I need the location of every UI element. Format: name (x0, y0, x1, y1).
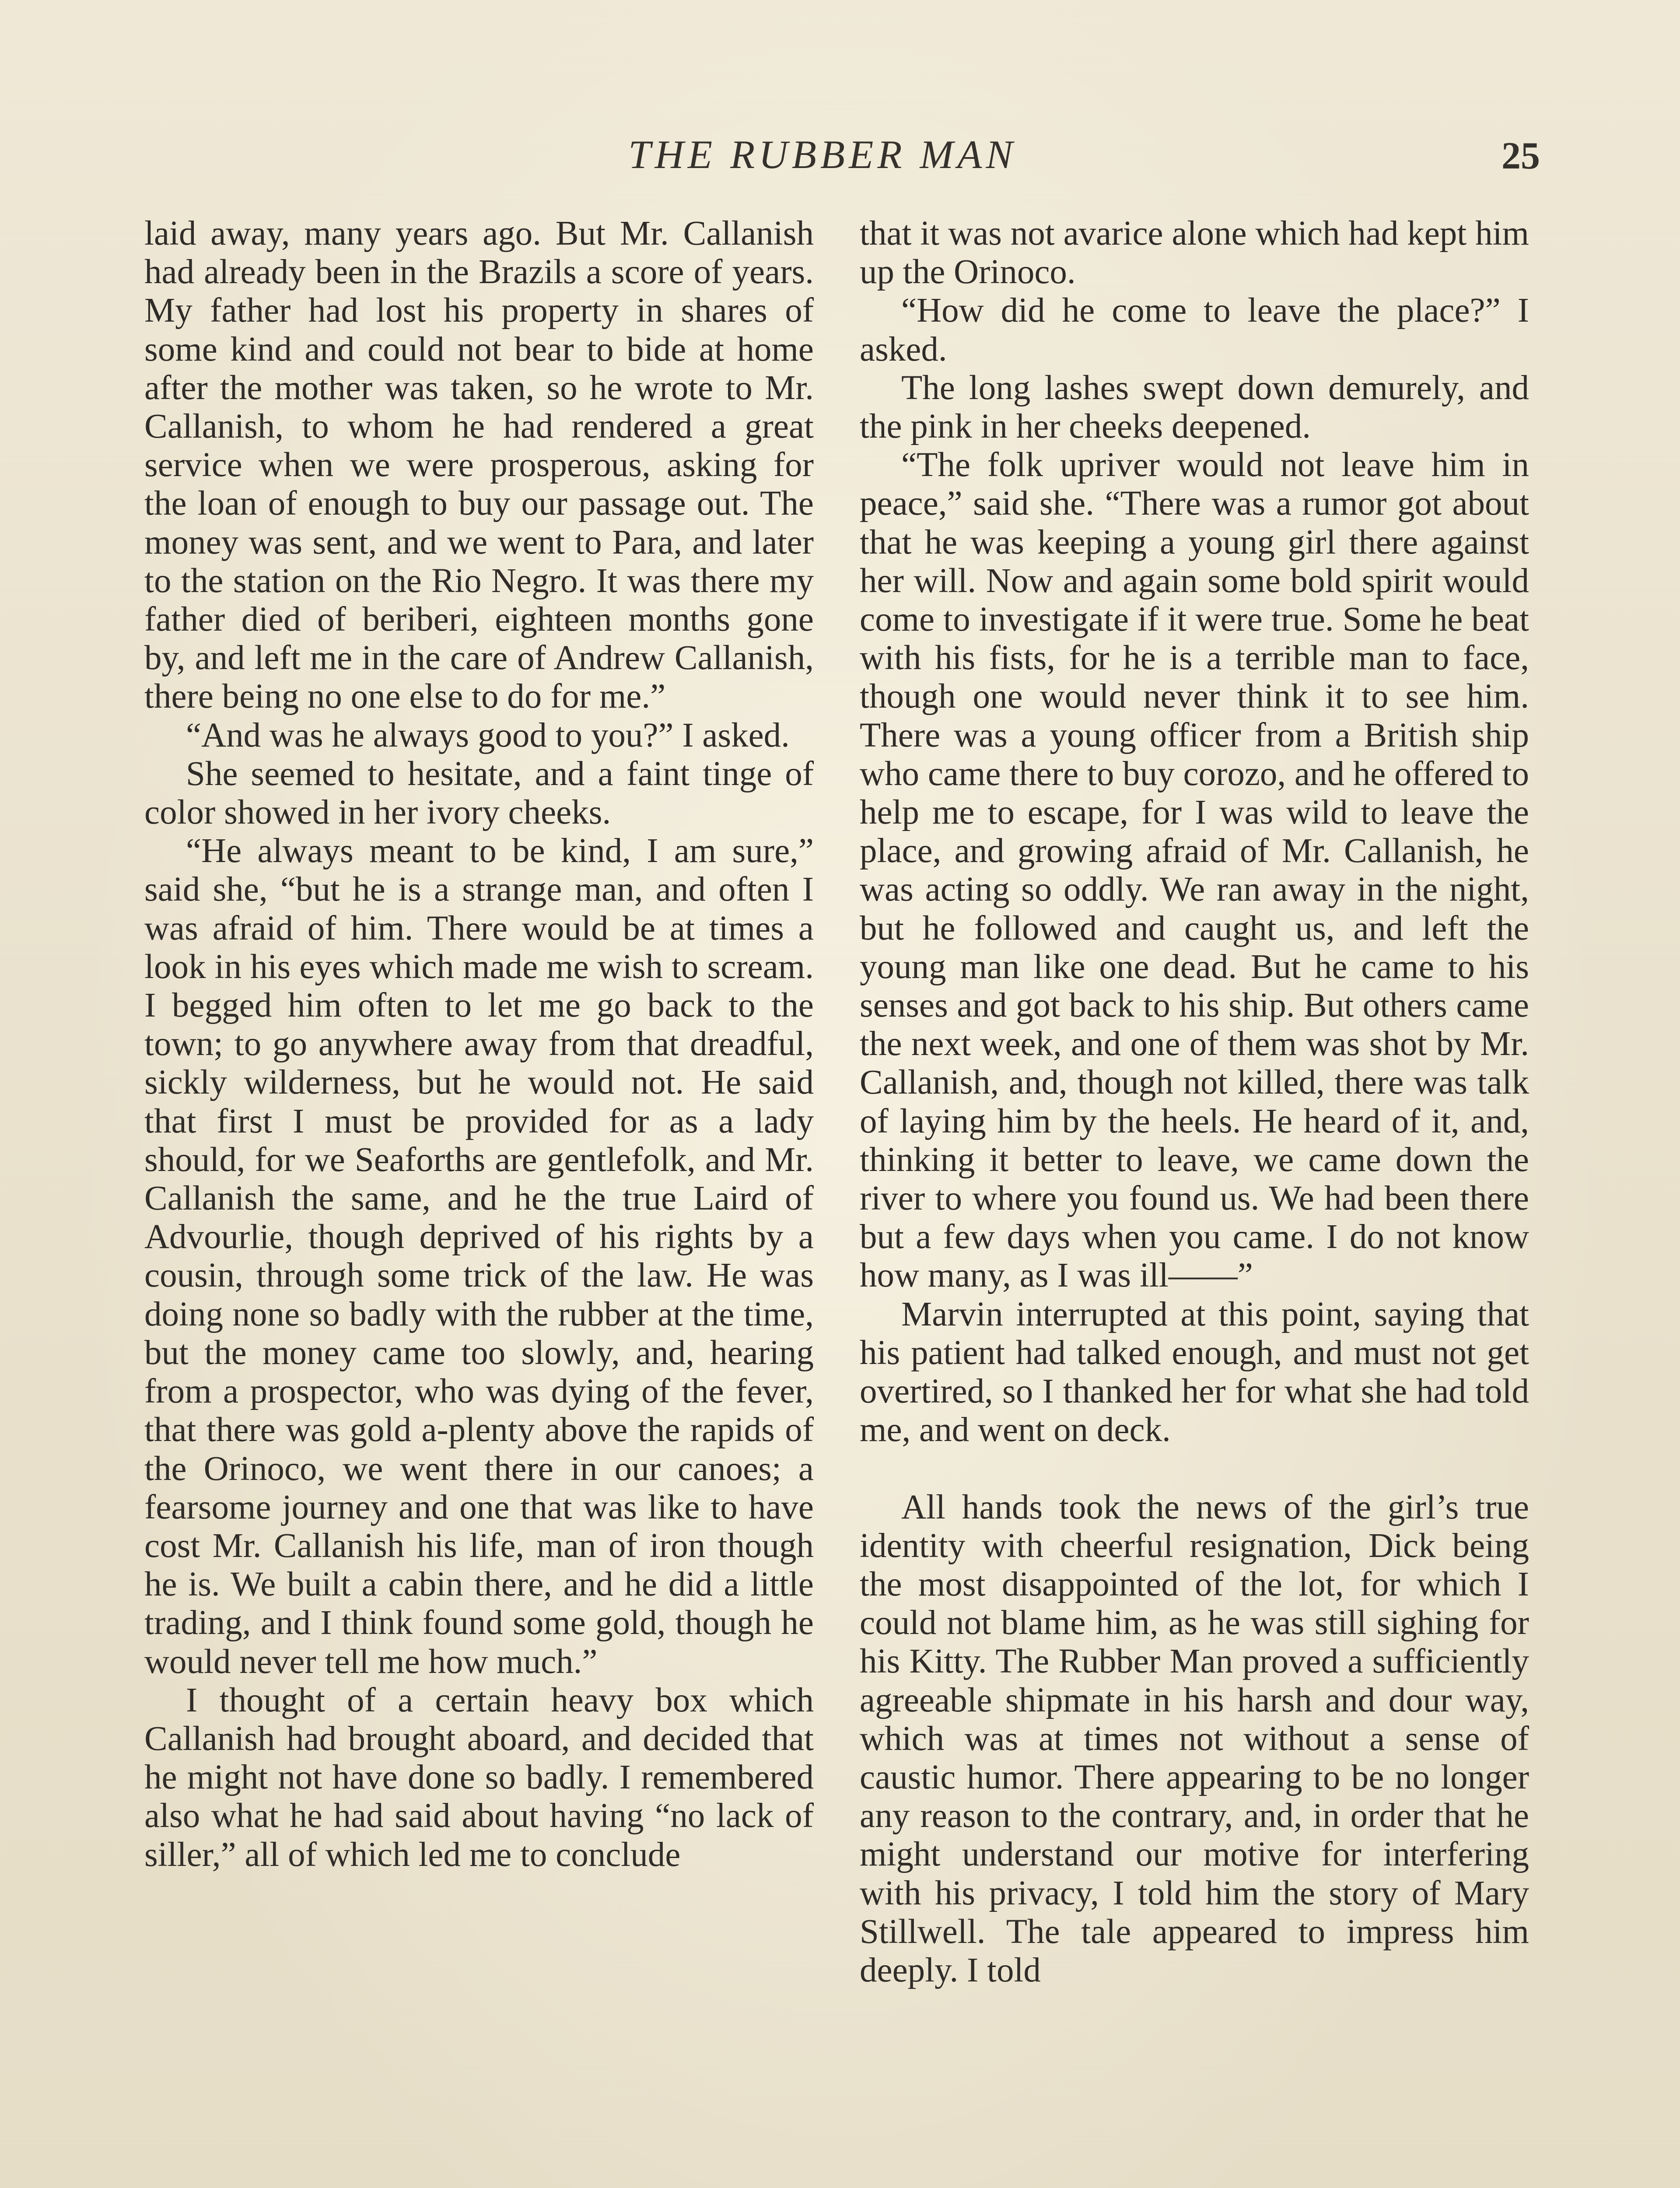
page-number: 25 (1502, 135, 1540, 177)
paragraph: All hands took the news of the girl’s true identity with cheerful resignation, Dick being the most disappointed of the lot, for which I could not blame him, as he was still sighing for his Kitty. The Rubber Man proved a sufficiently agreeable shipmate in his harsh and dour way, which was at times not without a sense of caustic humor. There appearing to be no longer any reason to the contrary, and, in order that he might understand our motive for interfering with his privacy, I told him the story of Mary Stillwell. The tale appeared to impress him deeply. I told (860, 1488, 1529, 1989)
paragraph: that it was not avarice alone which had kept him up the Orinoco. (860, 214, 1529, 291)
left-text-column (144, 214, 814, 1874)
paragraph: I thought of a certain heavy box which Callanish had brought aboard, and decided that he might not have done so badly. I remembered also what he had said about having “no lack of siller,” all of which led me to conclude (144, 1681, 814, 1874)
paragraph: She seemed to hesitate, and a faint tinge of color showed in her ivory cheeks. (144, 754, 814, 832)
right-text-column (860, 214, 1529, 1990)
paragraph: “And was he always good to you?” I asked. (186, 716, 790, 754)
running-header-title: THE RUBBER MAN (628, 132, 1017, 177)
paragraph: “How did he come to leave the place?” I asked. (860, 291, 1529, 368)
paragraph: “He always meant to be kind, I am sure,” said she, “but he is a strange man, and often I was afraid of him. There would be at times a look in his eyes which made me wish to scream. I begged him often to let me go back to the town; to go anywhere away from that dreadful, sickly wilderness, but he would not. He said that first I must be provided for as a lady should, for we Seaforths are gentlefolk, and Mr. Callanish the same, and he the true Laird of Advourlie, though deprived of his rights by a cousin, through some trick of the law. He was doing none so badly with the rubber at the time, but the money came too slowly, and, hearing from a prospector, who was dying of the fever, that there was gold a-plenty above the rapids of the Orinoco, we went there in our canoes; a fearsome journey and one that was like to have cost Mr. Callanish his life, man of iron though he is. We built a cabin there, and he did a little trading, and I think found some gold, though he would never tell me how much.” (144, 832, 814, 1681)
paragraph: The long lashes swept down demurely, and the pink in her cheeks deepened. (860, 368, 1529, 446)
paragraph: Marvin interrupted at this point, saying that his patient had talked enough, and must not get overtired, so I thanked her for what she had told me, and went on deck. (860, 1295, 1529, 1449)
paragraph: laid away, many years ago. But Mr. Callanish had already been in the Brazils a score of years. My father had lost his property in shares of some kind and could not bear to bide at home after the mother was taken, so he wrote to Mr. Callanish, to whom he had rendered a great service when we were prosperous, asking for the loan of enough to buy our passage out. The money was sent, and we went to Para, and later to the station on the Rio Negro. It was there my father died of beriberi, eighteen months gone by, and left me in the care of Andrew Callanish, there being no one else to do for me.” (144, 214, 814, 716)
paragraph: “The folk upriver would not leave him in peace,” said she. “There was a rumor got about that he was keeping a young girl there against her will. Now and again some bold spirit would come to investigate if it were true. Some he beat with his fists, for he is a terrible man to face, though one would never think it to see him. There was a young officer from a British ship who came there to buy corozo, and he offered to help me to escape, for I was wild to leave the place, and growing afraid of Mr. Callanish, he was acting so oddly. We ran away in the night, but he followed and caught us, and left the young man like one dead. But he came to his senses and got back to his ship. But others came the next week, and one of them was shot by Mr. Callanish, and, though not killed, there was talk of laying him by the heels. He heard of it, and, thinking it better to leave, we came down the river to where you found us. We had been there but a few days when you came. I do not know how many, as I was ill——” (860, 446, 1529, 1295)
